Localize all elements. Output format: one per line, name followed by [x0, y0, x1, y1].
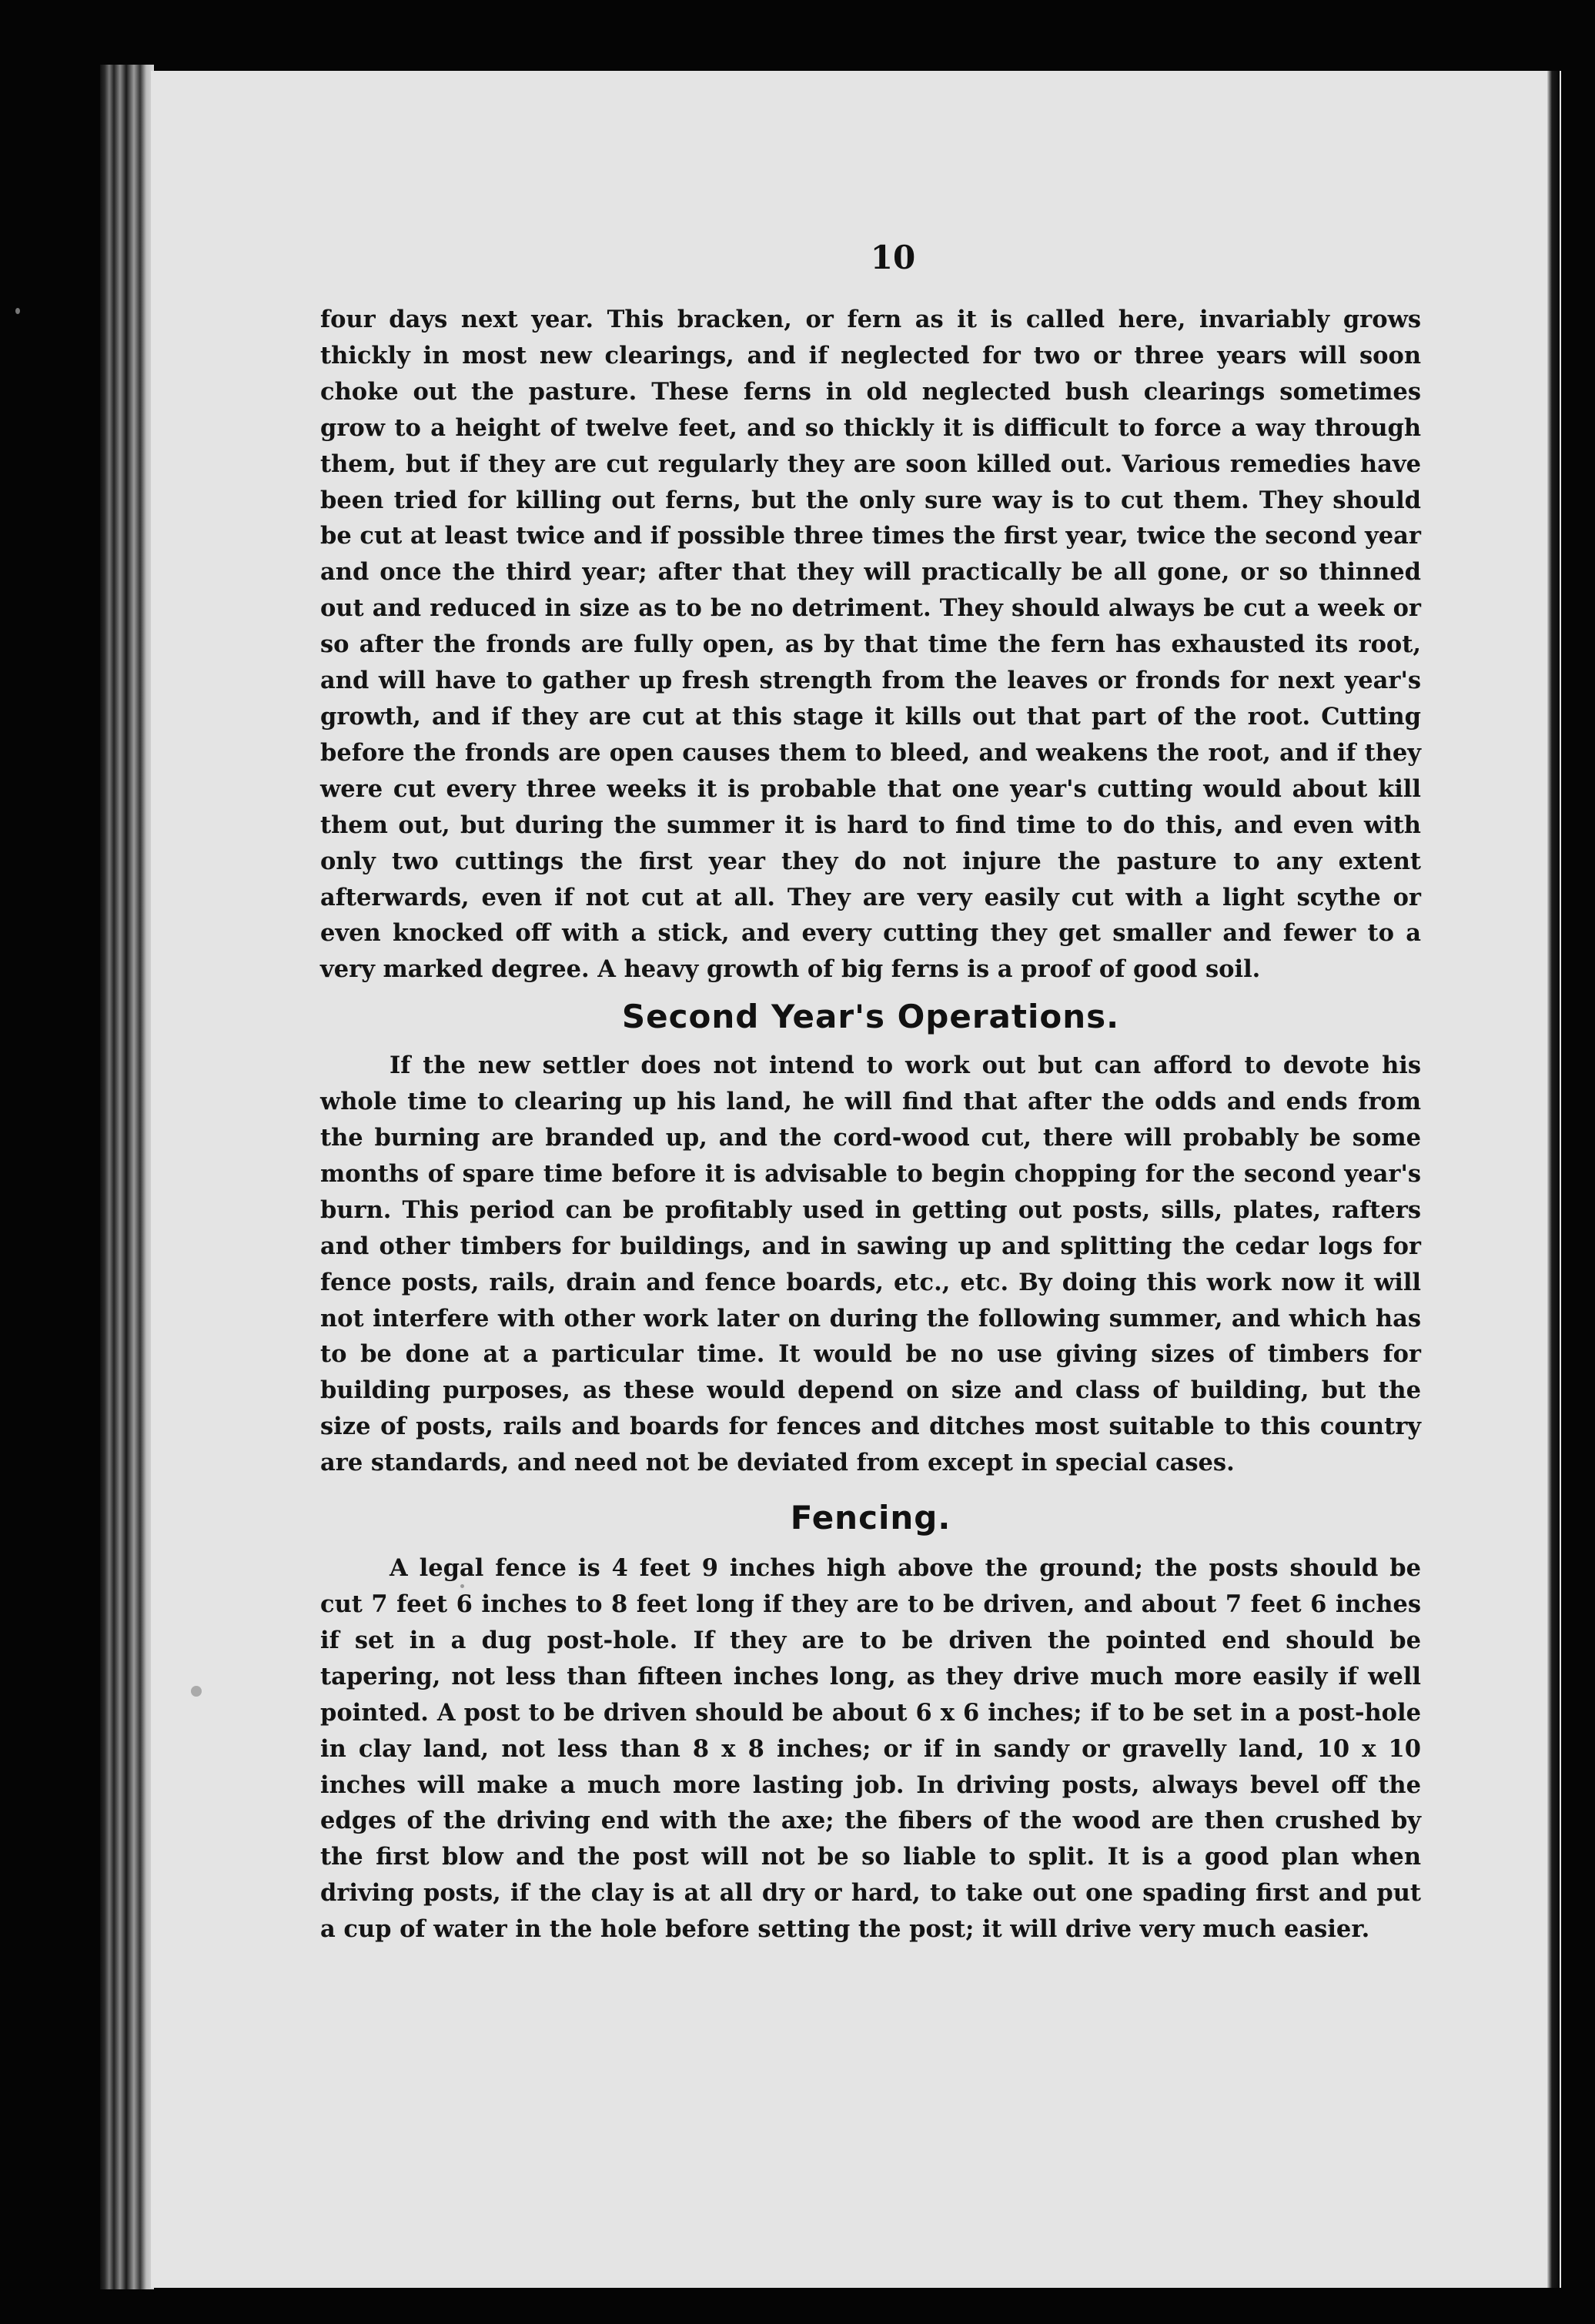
dust-speck	[15, 308, 20, 314]
paragraph-fencing: A legal fence is 4 feet 9 inches high above the ground; the posts should be cut 7 feet 6 inches to 8 feet long if they are to be driven, and about 7 feet 6 inches if set in a dug post-hole. If they are to be driven the pointed end should be tapering, not less than fifteen inches long, as they drive much more easily if well pointed. A post to be driven should be about 6 x 6 inches; if to be set in a post-hole in clay land, not less than 8 x 8 inches; or if in sandy or gravelly land, 10 x 10 inches will make a much more lasting job. In driving posts, always bevel off the edges of the driving end with the axe; the fibers of the wood are then crushed by the first blow and the post will not be so liable to split. It is a good plan when driving posts, if the clay is at all dry or hard, to take out one spading first and put a cup of water in the hole before setting the post; it will drive very much easier.	[320, 1554, 1421, 1944]
book-binding-edge	[100, 65, 154, 2289]
dust-speck	[191, 1686, 202, 1697]
paragraph-second-year: If the new settler does not intend to work out but can afford to devote his whole time to clearing up his land, he will find that after the odds and ends from the burning are branded up, and the cord-wood cut, there will probably be some months of spare time before it is advisable to begin chopping for the second year's burn. This period can be profitably used in getting out posts, sills, plates, rafters and other timbers for buildings, and in sawing up and splitting the cedar logs for fence posts, rails, drain and fence boards, etc., etc. By doing this work now it will not interfere with other work later on during the following summer, and which has to be done at a particular time. It would be no use giving sizes of timbers for building purposes, as these would depend on size and class of building, but the size of posts, rails and boards for fences and ditches most suitable to this country are standards, and need not be deviated from except in special cases.	[320, 1052, 1421, 1477]
paragraph-ferns: four days next year. This bracken, or fern as it is called here, invariably grows thickly in most new clearings, and if neglected for two or three years will soon choke out the pasture. These ferns in old neglected bush clearings sometimes grow to a height of twelve feet, and so thickly it is difficult to force a way through them, but if they are cut regularly they are soon killed out. Various remedies have been tried for killing out ferns, but the only sure way is to cut them. They should be cut at least twice and if possible three times the first year, twice the second year and once the third year; after that they will practically be all gone, or so thinned out and reduced in size as to be no detriment. They should always be cut a week or so after the fronds are fully open, as by that time the fern has exhausted its root, and will have to gather up fresh strength from the leaves or fronds for next year's growth, and if they are cut at this stage it kills out that part of the root. Cutting before the fronds are open causes them to bleed, and weakens the root, and if they were cut every three weeks it is probable that one year's cutting would about kill them out, but during the summer it is hard to find time to do this, and even with only two cuttings the first year they do not injure the pasture to any extent afterwards, even if not cut at all. They are very easily cut with a light scythe or even knocked off with a stick, and every cutting they get smaller and fewer to a very marked degree. A heavy growth of big ferns is a proof of good soil.	[320, 306, 1421, 984]
heading-fencing: Fencing.	[790, 1499, 951, 1537]
page-body	[320, 302, 1421, 1948]
heading-second-years-operations: Second Year's Operations.	[621, 998, 1120, 1036]
page-number: 10	[870, 239, 916, 276]
page-right-edge	[1547, 71, 1560, 2288]
